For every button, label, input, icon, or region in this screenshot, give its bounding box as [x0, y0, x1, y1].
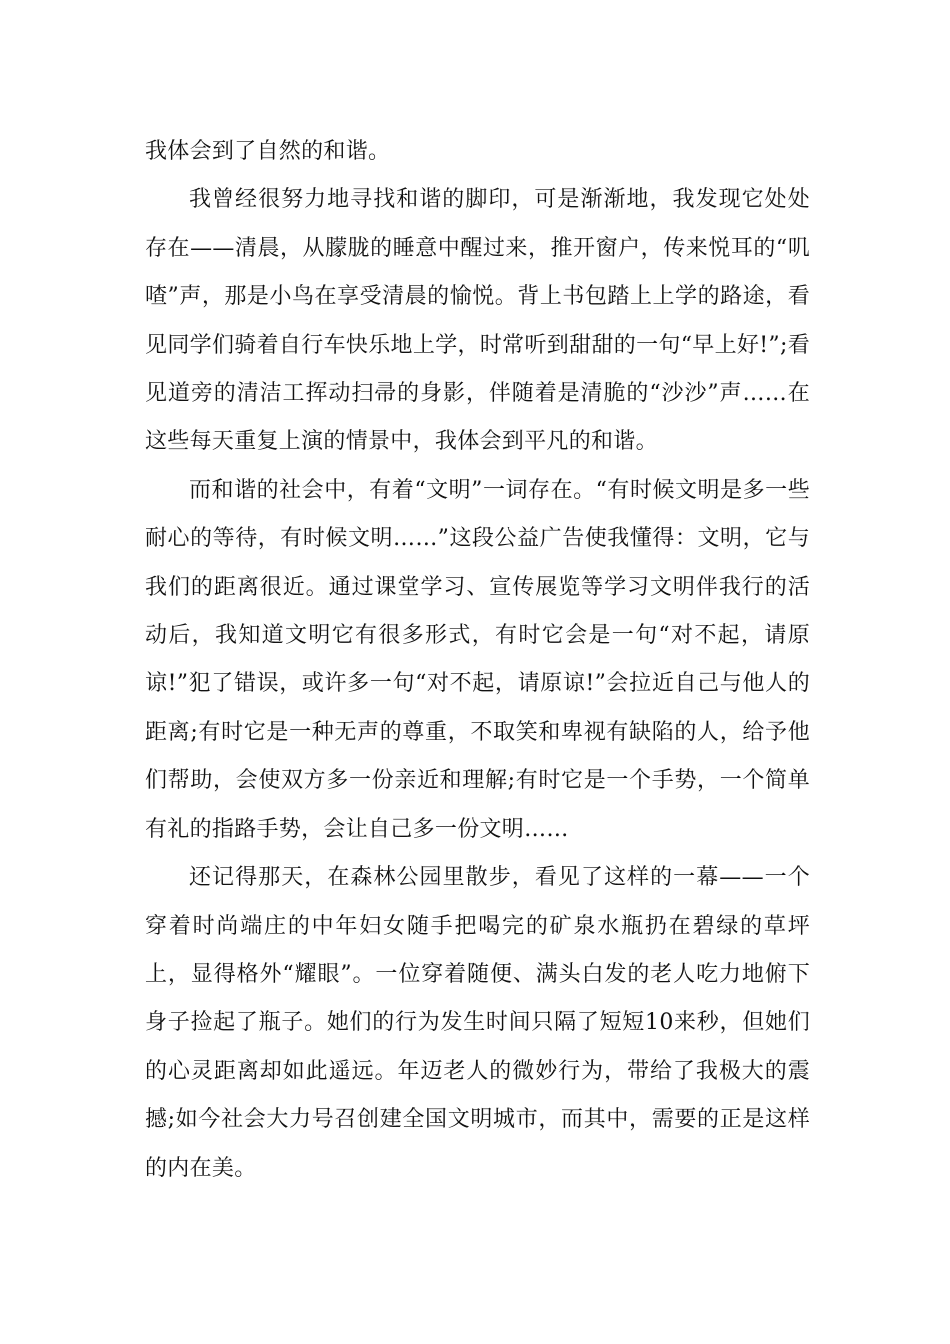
- paragraph-forest-park: 还记得那天，在森林公园里散步，看见了这样的一幕——一个穿着时尚端庄的中年妇女随手把喝完的矿泉水瓶扔在碧绿的草坪上，显得格外“耀眼”。一位穿着随便、满头白发的老人吃力地俯下身子捡起了瓶子。她们的行为发生时间只隔了短短10来秒，但她们的心灵距离却如此遥远。年迈老人的微妙行为，带给了我极大的震撼;如今社会大力号召创建全国文明城市，而其中，需要的正是这样的内在美。: [145, 865, 810, 1181]
- document-body: [145, 128, 810, 1193]
- paragraph-continuation: 我体会到了自然的和谐。: [145, 139, 391, 164]
- paragraph-civilization: 而和谐的社会中，有着“文明”一词存在。“有时候文明是多一些耐心的等待，有时候文明……”这段公益广告使我懂得：文明，它与我们的距离很近。通过课堂学习、宣传展览等学习文明伴我行的活动后，我知道文明它有很多形式，有时它会是一句“对不起，请原谅!”犯了错误，或许多一句“对不起，请原谅!”会拉近自己与他人的距离;有时它是一种无声的尊重，不取笑和卑视有缺陷的人，给予他们帮助，会使双方多一份亲近和理解;有时它是一个手势，一个简单有礼的指路手势，会让自己多一份文明……: [145, 477, 810, 842]
- paragraph-harmony-footprints: 我曾经很努力地寻找和谐的脚印，可是渐渐地，我发现它处处存在——清晨，从朦胧的睡意中醒过来，推开窗户，传来悦耳的“叽喳”声，那是小鸟在享受清晨的愉悦。背上书包踏上上学的路途，看见同学们骑着自行车快乐地上学，时常听到甜甜的一句“早上好!”;看见道旁的清洁工挥动扫帚的身影，伴随着是清脆的“沙沙”声……在这些每天重复上演的情景中，我体会到平凡的和谐。: [145, 187, 810, 455]
